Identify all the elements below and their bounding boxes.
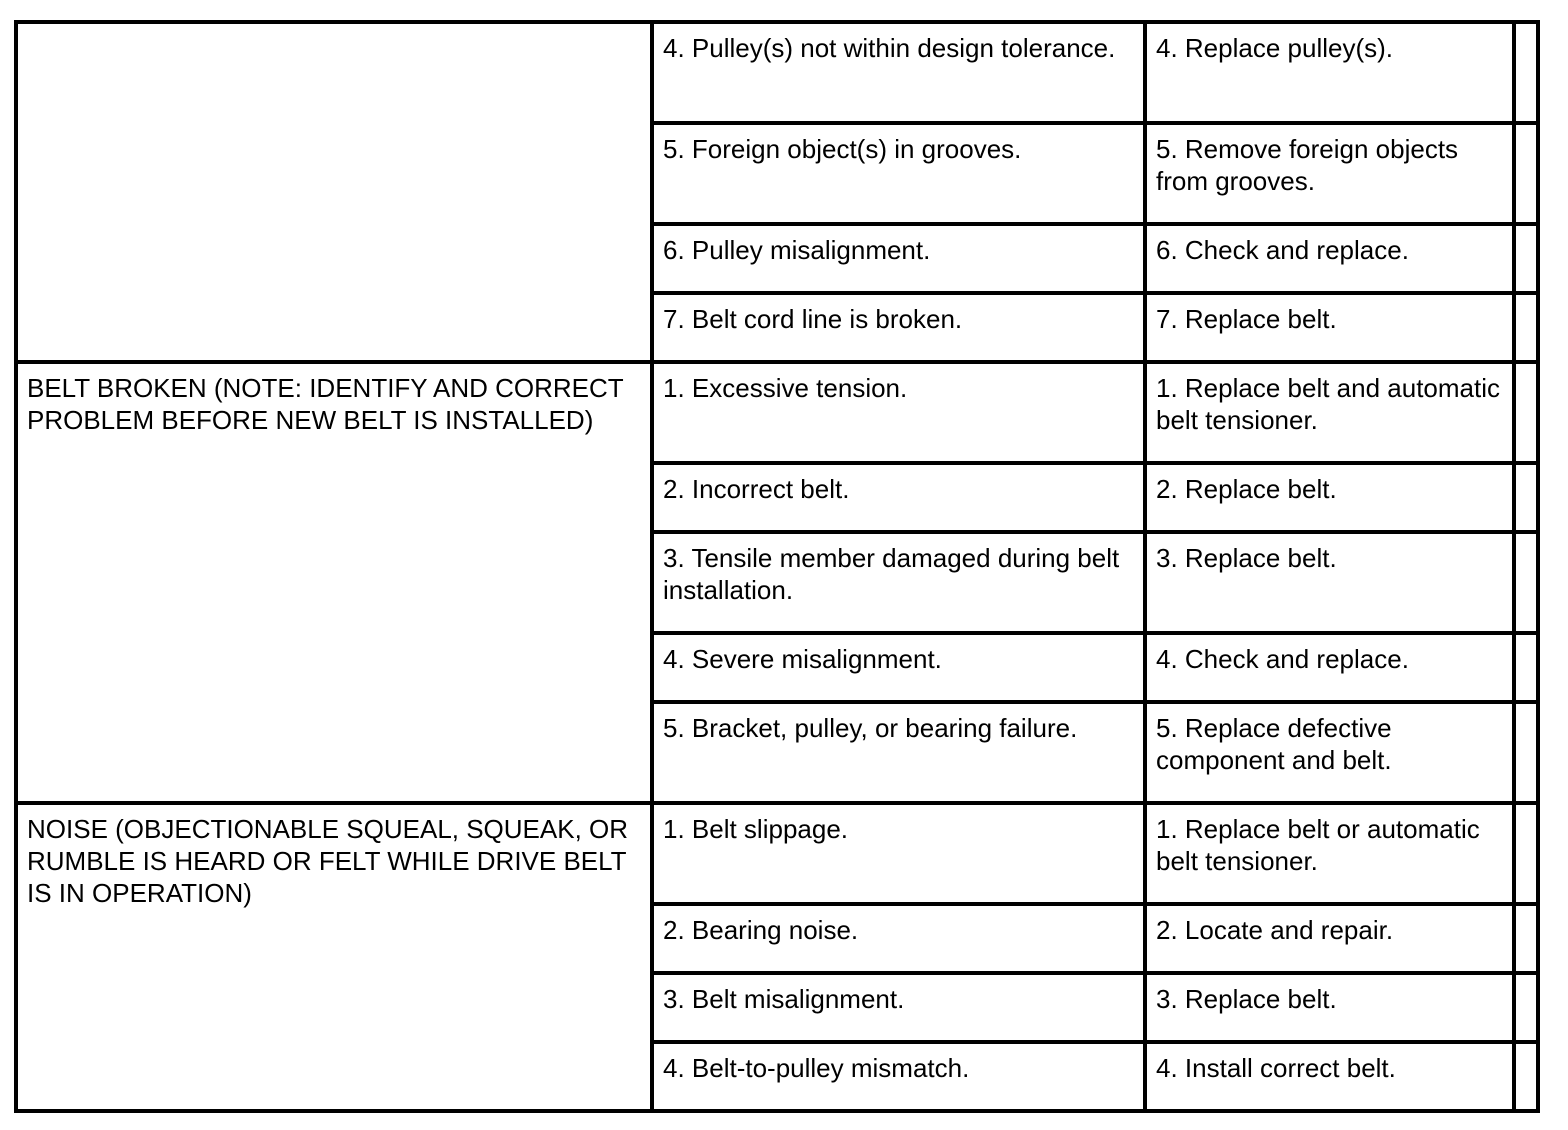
symbol-cell — [1514, 702, 1538, 803]
correction-cell: 1. Replace belt and automatic belt tensioner. — [1145, 362, 1514, 463]
correction-cell: 5. Replace defective component and belt. — [1145, 702, 1514, 803]
symbol-cell — [1514, 362, 1538, 463]
correction-cell: 3. Replace belt. — [1145, 973, 1514, 1042]
symbol-cell — [1514, 803, 1538, 904]
table-row — [16, 362, 1538, 463]
symbol-cell — [1514, 904, 1538, 973]
correction-cell: 4. Replace pulley(s). — [1145, 22, 1514, 123]
correction-cell: 2. Replace belt. — [1145, 463, 1514, 532]
correction-cell: 5. Remove foreign objects from grooves. — [1145, 123, 1514, 224]
cause-cell: 4. Pulley(s) not within design tolerance. — [652, 22, 1145, 123]
cause-cell: 2. Incorrect belt. — [652, 463, 1145, 532]
symbol-cell — [1514, 463, 1538, 532]
diagnosis-table-container — [14, 20, 1536, 1112]
cause-cell: 1. Excessive tension. — [652, 362, 1145, 463]
cause-cell: 3. Tensile member damaged during belt installation. — [652, 532, 1145, 633]
symbol-cell — [1514, 633, 1538, 702]
correction-cell: 7. Replace belt. — [1145, 293, 1514, 362]
table-row — [16, 22, 1538, 123]
symbol-cell — [1514, 1042, 1538, 1111]
cause-cell: 3. Belt misalignment. — [652, 973, 1145, 1042]
correction-cell: 6. Check and replace. — [1145, 224, 1514, 293]
condition-cell: BELT BROKEN (NOTE: IDENTIFY AND CORRECT PROBLEM BEFORE NEW BELT IS INSTALLED) — [16, 362, 652, 803]
correction-cell: 4. Install correct belt. — [1145, 1042, 1514, 1111]
cause-cell: 4. Belt-to-pulley mismatch. — [652, 1042, 1145, 1111]
correction-cell: 2. Locate and repair. — [1145, 904, 1514, 973]
table-row — [16, 803, 1538, 904]
symbol-cell — [1514, 293, 1538, 362]
cause-cell: 7. Belt cord line is broken. — [652, 293, 1145, 362]
symbol-cell — [1514, 123, 1538, 224]
symbol-cell — [1514, 532, 1538, 633]
symbol-cell — [1514, 973, 1538, 1042]
condition-cell — [16, 22, 652, 362]
cause-cell: 4. Severe misalignment. — [652, 633, 1145, 702]
symbol-cell — [1514, 22, 1538, 123]
correction-cell: 4. Check and replace. — [1145, 633, 1514, 702]
correction-cell: 3. Replace belt. — [1145, 532, 1514, 633]
cause-cell: 1. Belt slippage. — [652, 803, 1145, 904]
diagnosis-table — [14, 20, 1540, 1113]
cause-cell: 5. Foreign object(s) in grooves. — [652, 123, 1145, 224]
correction-cell: 1. Replace belt or automatic belt tensioner. — [1145, 803, 1514, 904]
cause-cell: 5. Bracket, pulley, or bearing failure. — [652, 702, 1145, 803]
symbol-cell — [1514, 224, 1538, 293]
cause-cell: 6. Pulley misalignment. — [652, 224, 1145, 293]
condition-cell: NOISE (OBJECTIONABLE SQUEAL, SQUEAK, OR RUMBLE IS HEARD OR FELT WHILE DRIVE BELT IS IN OPERATION) — [16, 803, 652, 1111]
cause-cell: 2. Bearing noise. — [652, 904, 1145, 973]
